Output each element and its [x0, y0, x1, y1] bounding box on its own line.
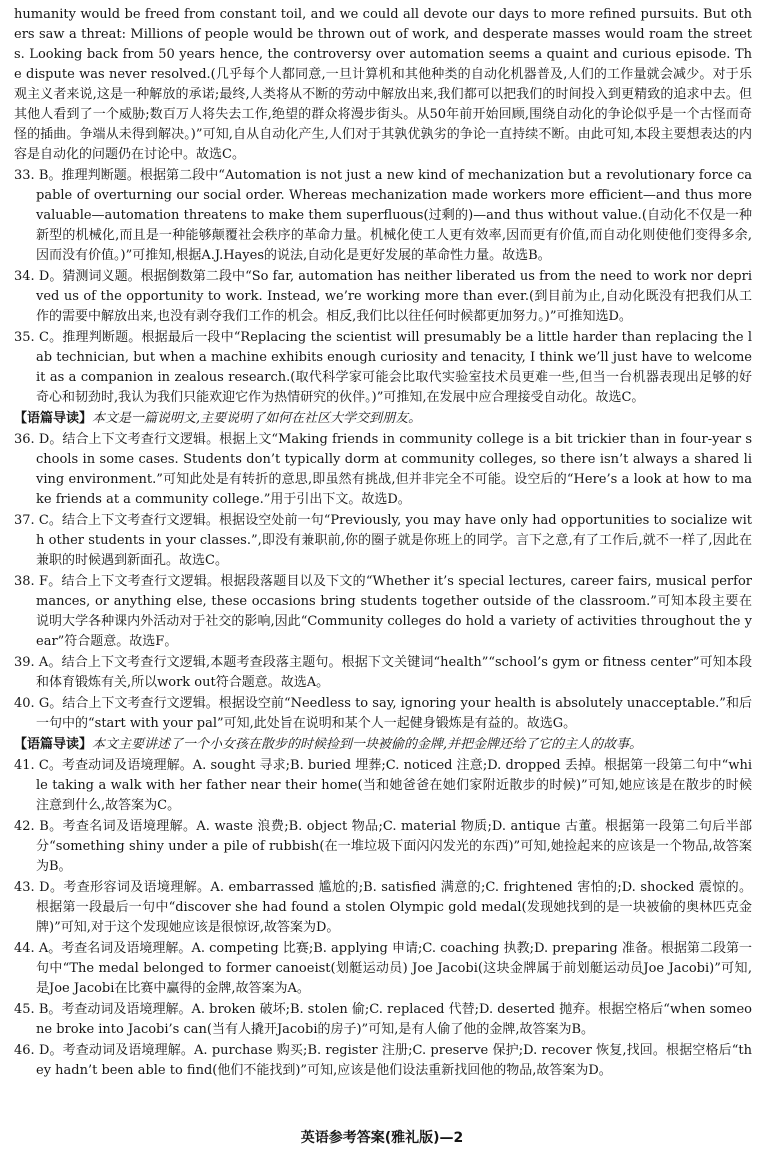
intro-paragraph: humanity would be freed from constant toil, and we could all devote our days to more refined pursuits. But others saw a threat: Millions of people would be thrown out of work, and desperate masses would roam the streets. Looking back from 50 years hence, the controversy over automation seems a quaint and curious episode. The dispute was never resolved.(几乎每个人都同意,一旦计算机和其他种类的自动化机器普及,人们的工作量就会减少。对于乐观主义者来说,这是一种解放的承诺;最终,人类将从不断的劳动中解放出来,我们都可以把我们的时间投入到更精致的追求中去。但其他人看到了一个威胁;数百万人将失去工作,绝望的群众将漫步街头。从50年前开始回顾,围绕自动化的争论似乎是一个古怪而奇怪的插曲。争端从未得到解决。)”可知,自从自动化产生,人们对于其孰优孰劣的争论一直持续不断。由此可知,本段主要想表达的内容是自动化的问题仍在讨论中。故选C。 — [14, 7, 752, 162]
passage-guide-tag: 【语篇导读】 — [14, 411, 93, 426]
passage-guide-tag: 【语篇导读】 — [14, 737, 93, 752]
passage-guide-1 — [14, 409, 752, 429]
answer-43: 43. D。考查形容词及语境理解。A. embarrassed 尴尬的;B. satisfied 满意的;C. frightened 害怕的;D. shocked 震惊的。根据第一段最后一句中“discover she had found a stolen Olympic gold medal(发现她找到的是一块被偷的奥林匹克金牌)”可知,对于这个发现她应该是很惊讶,故答案为D。 — [14, 880, 752, 935]
answer-key-page — [14, 5, 752, 1082]
answer-35: 35. C。推理判断题。根据最后一段中“Replacing the scientist will presumably be a little harder than replacing the lab technician, but when a machine exhibits enough curiosity and tenacity, I think we’ll just have to welcome it as a companion in zealous research.(取代科学家可能会比取代实验室技术员更难一些,但当一台机器表现出足够的好奇心和韧劲时,我认为我们只能欢迎它作为热情研究的伙伴。)”可推知,在发展中应合理接受自动化。故选C。 — [14, 330, 752, 405]
answer-38: 38. F。结合上下文考查行文逻辑。根据段落题目以及下文的“Whether it’s special lectures, career fairs, musical performances, or anything else, these occasions bring students together outside of the classroom.”可知本段主要在说明大学各种课内外活动对于社交的影响,因此“Community colleges do hold a variety of activities throughout the year”符合题意。故选F。 — [14, 574, 752, 649]
answer-41: 41. C。考查动词及语境理解。A. sought 寻求;B. buried 埋葬;C. noticed 注意;D. dropped 丢掉。根据第一段第二句中“while taking a walk with her father near their home(当和她爸爸在她们家附近散步的时候)”可知,她应该是在散步的时候注意到什么,故答案为C。 — [14, 758, 752, 813]
passage-guide-text: 本文是一篇说明文,主要说明了如何在社区大学交到朋友。 — [92, 411, 422, 426]
answer-34: 34. D。猜测词义题。根据倒数第二段中“So far, automation has neither liberated us from the need to work nor deprived us of the opportunity to work. Instead, we’re working more than ever.(到目前为止,自动化既没有把我们从工作的需要中解放出来,也没有剥夺我们工作的机会。相反,我们比以往任何时候都更加努力。)”可推知选D。 — [14, 269, 752, 324]
answer-39: 39. A。结合上下文考查行文逻辑,本题考查段落主题句。根据下文关键词“health”“school’s gym or fitness center”可知本段和体育锻炼有关,所以work out符合题意。故选A。 — [14, 655, 752, 690]
answer-33: 33. B。推理判断题。根据第二段中“Automation is not just a new kind of mechanization but a revolutionary force capable of overturning our social order. Whereas mechanization made workers more efficient—and thus more valuable—automation threatens to make them superfluous(过剩的)—and thus without value.(自动化不仅是一种新型的机械化,而且是一种能够颠覆社会秩序的革命力量。机械化使工人更有效率,因而更有价值,而自动化则使他们变得多余,因而没有价值。)”可推知,根据A.J.Hayes的说法,自动化是更好发展的革命性力量。故选B。 — [14, 168, 752, 263]
passage-guide-text: 本文主要讲述了一个小女孩在散步的时候捡到一块被偷的金牌,并把金牌还给了它的主人的故事。 — [92, 737, 643, 752]
answer-45: 45. B。考查动词及语境理解。A. broken 破坏;B. stolen 偷;C. replaced 代替;D. deserted 抛弃。根据空格后“when someone broke into Jacobi’s can(当有人撬开Jacobi的房子)”可知,是有人偷了他的金牌,故答案为B。 — [14, 1002, 752, 1037]
answer-36: 36. D。结合上下文考查行文逻辑。根据上文“Making friends in community college is a bit trickier than in four-year schools in some cases. Students don’t typically dorm at community colleges, so there isn’t always a shared living environment.”可知此处是有转折的意思,即虽然有挑战,但并非完全不可能。设空后的“Here’s a look at how to make friends at a community college.”用于引出下文。故选D。 — [14, 432, 752, 507]
answer-42: 42. B。考查名词及语境理解。A. waste 浪费;B. object 物品;C. material 物质;D. antique 古董。根据第一段第二句后半部分“something shiny under a pile of rubbish(在一堆垃圾下面闪闪发光的东西)”可知,她捡起来的应该是一个物品,故答案为B。 — [14, 819, 752, 874]
answer-44: 44. A。考查名词及语境理解。A. competing 比赛;B. applying 申请;C. coaching 执教;D. preparing 准备。根据第二段第一句中“The medal belonged to former canoeist(划艇运动员) Joe Jacobi(这块金牌属于前划艇运动员Joe Jacobi)”可知,是Joe Jacobi在比赛中赢得的金牌,故答案为A。 — [14, 941, 752, 996]
answer-40: 40. G。结合上下文考查行文逻辑。根据设空前“Needless to say, ignoring your health is absolutely unacceptable.”和后一句中的“start with your pal”可知,此处旨在说明和某个人一起健身锻炼是有益的。故选G。 — [14, 696, 752, 731]
page-footer: 英语参考答案(雅礼版)—2 — [300, 1130, 464, 1146]
answer-46: 46. D。考查动词及语境理解。A. purchase 购买;B. register 注册;C. preserve 保护;D. recover 恢复,找回。根据空格后“they hadn’t been able to find(他们不能找到)”可知,应该是他们设法重新找回他的物品,故答案为D。 — [14, 1043, 752, 1078]
passage-guide-2 — [14, 735, 752, 755]
answer-37: 37. C。结合上下文考查行文逻辑。根据设空处前一句“Previously, you may have only had opportunities to socialize with other students in your classes.”,即没有兼职前,你的圈子就是你班上的同学。言下之意,有了工作后,就不一样了,因此在兼职的时候遇到新面孔。故选C。 — [14, 513, 752, 568]
